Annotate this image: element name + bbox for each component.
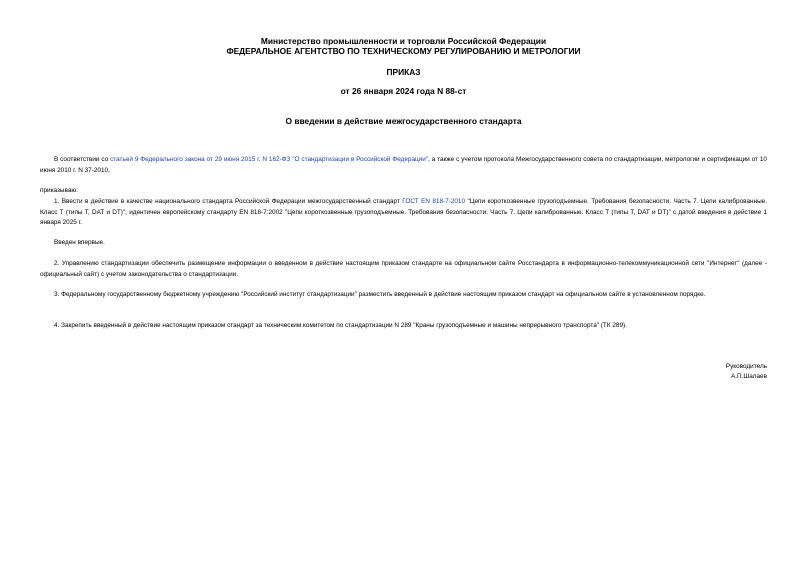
signature-title: Руководитель	[725, 363, 767, 370]
document-type: ПРИКАЗ	[386, 67, 421, 77]
ministry-name: Министерство промышленности и торговли Российской Федерации	[260, 36, 547, 46]
agency-name: ФЕДЕРАЛЬНОЕ АГЕНТСТВО ПО ТЕХНИЧЕСКОМУ РЕГУЛИРОВАНИЮ И МЕТРОЛОГИИ	[226, 46, 581, 56]
order-word: приказываю:	[40, 187, 78, 194]
item-1-suffix: "Цепи короткозвенные грузоподъемные. Требования безопасности. Часть 7. Цепи калиброванные. Класс Т (типы Т, DAT и DT)", идентичен европейскому стандарту EN 818-7:2002 "Цепи короткозвенные грузоподъемные. Требования безопасности. Часть 7. Цепи калиброванные. Класс Т (типы Т, DAT и DT)" с датой введения в действие 1 января 2025 г.	[40, 198, 767, 226]
preamble-paragraph	[40, 155, 767, 176]
item-2-paragraph: 2. Управлению стандартизации обеспечить размещение информации о введенном в действие настоящим приказом стандарте на официальном сайте Росстандарта в информационно-телекоммуникационной сети "Интернет" (далее - официальный сайт) с учетом законодательства о стандартизации.	[40, 260, 767, 278]
item-1-paragraph	[40, 197, 767, 229]
preamble-prefix: В соответствии со	[54, 156, 111, 163]
signature-block	[726, 362, 767, 382]
item-1-prefix: 1. Ввести в действие в качестве национального стандарта Российской Федерации межгосударственный стандарт	[54, 198, 403, 205]
gost-standard-link[interactable]: ГОСТ EN 818-7-2010	[402, 198, 466, 205]
document-header	[0, 36, 807, 56]
signature-name: А.П.Шалаев	[730, 373, 767, 380]
item-4-paragraph: 4. Закрепить введенный в действие настоящим приказом стандарт за техническим комитетом по стандартизации N 289 "Краны грузоподъемные и машины непрерывного транспорта" (ТК 289).	[54, 322, 627, 329]
document-subject: О введении в действие межгосударственного стандарта	[285, 116, 522, 126]
preamble-suffix: , а также с учетом протокола Межгосударственного совета по стандартизации, метрологии и сертификации от 10 июня 2010 г. N 37-2010,	[40, 156, 767, 174]
item-3-paragraph: 3. Федеральному государственному бюджетному учреждению "Российский институт стандартизации" разместить введенный в действие настоящим приказом стандарт на официальном сайте в установленном порядке.	[54, 291, 706, 298]
federal-law-link[interactable]: статьей 9 Федерального закона от 29 июня 2015 г. N 162-ФЗ "О стандартизации в Российской Федерации"	[110, 156, 429, 163]
first-time-note: Введен впервые.	[54, 239, 105, 246]
document-date-number: от 26 января 2024 года N 88-ст	[340, 86, 467, 96]
